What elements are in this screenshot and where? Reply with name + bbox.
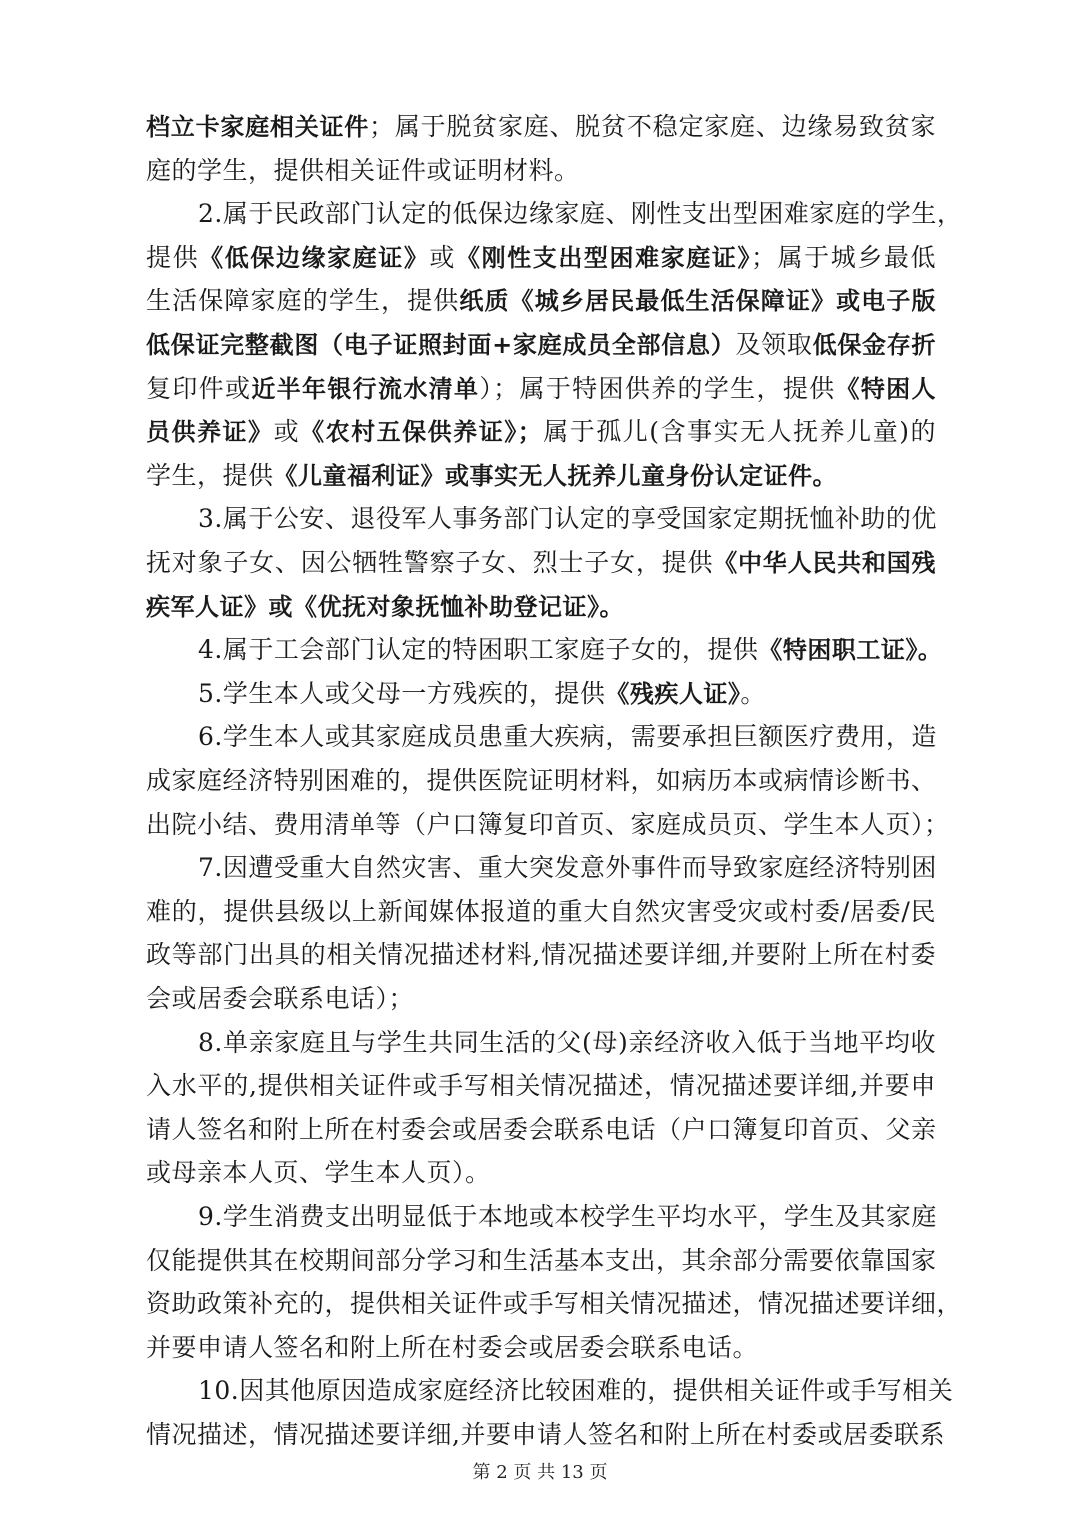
text-segment: 或母亲本人页、学生本人页）。 [146,1158,491,1187]
text-segment: 3.属于公安、退役军人事务部门认定的享受国家定期抚恤补助的优 [198,504,937,533]
text-segment: 出院小结、费用清单等（户口簿复印首页、家庭成员页、学生本人页）； [146,810,950,839]
text-segment: 难的，提供县级以上新闻媒体报道的重大自然灾害受灾或村委/居委/民 [146,897,936,926]
text-segment: 复印件或 [146,374,252,403]
text-segment: 8.单亲家庭且与学生共同生活的父(母)亲经济收入低于当地平均收 [198,1028,936,1057]
bold-text-segment: 低保金存折 [812,331,936,359]
text-line [198,718,936,756]
bold-text-segment: 《残疾人证》 [605,680,741,708]
text-line [146,282,936,320]
text-line [198,631,943,669]
text-segment: 及领取 [735,330,813,359]
bold-text-segment: 《低保边缘家庭证》 [199,244,430,272]
text-segment: 7.因遭受重大自然灾害、重大突发意外事件而导致家庭经济特别困 [198,853,937,882]
bold-text-segment: 员供养证》 [146,418,274,446]
text-segment: 提供 [146,243,200,272]
text-line [146,239,936,277]
page-footer: 第 2 页 共 13 页 [472,1462,608,1483]
text-segment: 5.学生本人或父母一方残疾的，提供 [198,679,606,708]
bold-text-segment: 《特困人 [835,375,936,403]
bold-text-segment: 《刚性支出型困难家庭证》 [456,244,751,272]
text-line [146,1285,963,1323]
text-segment: 并要申请人签名和附上所在村委会或居委会联系电话。 [146,1333,759,1362]
bold-text-segment: 《特困职工证》。 [758,636,943,664]
text-segment: ；属于脱贫家庭、脱贫不稳定家庭、边缘易致贫家 [369,112,936,141]
text-line [198,1024,936,1062]
text-segment: 政等部门出具的相关情况描述材料,情况描述要详细,并要附上所在村委 [146,940,936,969]
text-segment: 仅能提供其在校期间部分学习和生活基本支出，其余部分需要依靠国家 [146,1246,937,1275]
text-line [146,370,936,408]
text-segment: 生活保障家庭的学生，提供 [146,286,460,315]
text-line [146,762,936,800]
bold-text-segment: 《农村五保供养证》； [300,418,543,446]
text-line [198,1372,954,1410]
text-segment: 10.因其他原因造成家庭经济比较困难的，提供相关证件或手写相关 [198,1376,954,1405]
bold-text-segment: 近半年银行流水清单 [251,375,480,403]
text-segment: 请人签名和附上所在村委会或居委会联系电话（户口簿复印首页、父亲 [146,1115,937,1144]
bold-text-segment: 《儿童福利证》或事实无人抚养儿童身份认定证件。 [273,462,838,490]
text-segment: 2.属于民政部门认定的低保边缘家庭、刚性支出型困难家庭的学生， [198,199,963,228]
text-line [198,675,936,713]
text-line [146,457,936,495]
text-segment: ；属于城乡最低 [751,243,936,272]
text-line [198,195,963,233]
text-segment: 抚对象子女、因公牺牲警察子女、烈士子女，提供 [146,548,714,577]
text-line [146,893,936,931]
text-segment: 4.属于工会部门认定的特困职工家庭子女的，提供 [198,635,759,664]
bold-text-segment: 《中华人民共和国残 [713,549,936,577]
bold-text-segment: 纸质《城乡居民最低生活保障证》或电子版 [459,287,936,315]
text-segment: 或 [429,243,457,272]
text-segment: 入水平的,提供相关证件或手写相关情况描述，情况描述要详细,并要申 [146,1071,936,1100]
text-segment: 庭的学生，提供相关证件或证明材料。 [146,156,580,185]
text-line [146,326,936,364]
text-line [146,1111,936,1149]
text-segment: 情况描述，情况描述要详细,并要申请人签名和附上所在村委或居委联系 [146,1420,945,1449]
text-line [146,806,950,844]
text-line [198,500,936,538]
text-line [146,108,936,146]
text-segment: 。 [740,679,766,708]
text-line [146,1242,936,1280]
text-line [146,1067,936,1105]
text-segment: 或 [273,417,301,446]
bold-text-segment: 档立卡家庭相关证件 [146,113,370,141]
text-segment: 成家庭经济特别困难的，提供医院证明材料，如病历本或病情诊断书、 [146,766,937,795]
text-line [146,936,936,974]
text-line [198,1198,936,1236]
text-segment: 学生，提供 [146,461,274,490]
text-line [146,1154,936,1192]
text-line [146,544,936,582]
text-line [146,1416,945,1454]
text-segment: 资助政策补充的，提供相关证件或手写相关情况描述，情况描述要详细， [146,1289,963,1318]
text-line [146,980,936,1018]
text-line [146,152,936,190]
text-line [146,1329,936,1367]
text-segment: 属于孤儿(含事实无人抚养儿童)的 [542,417,936,446]
bold-text-segment: 低保证完整截图（电子证照封面+家庭成员全部信息） [146,331,736,359]
text-line [198,849,936,887]
bold-text-segment: 疾军人证》或《优抚对象抚恤补助登记证》。 [146,593,624,621]
text-line [146,588,936,626]
text-line [146,413,936,451]
text-segment: 9.学生消费支出明显低于本地或本校学生平均水平，学生及其家庭 [198,1202,937,1231]
text-segment: ）；属于特困供养的学生，提供 [479,374,836,403]
text-segment: 会或居委会联系电话）； [146,984,415,1013]
text-segment: 6.学生本人或其家庭成员患重大疾病，需要承担巨额医疗费用，造 [198,722,937,751]
